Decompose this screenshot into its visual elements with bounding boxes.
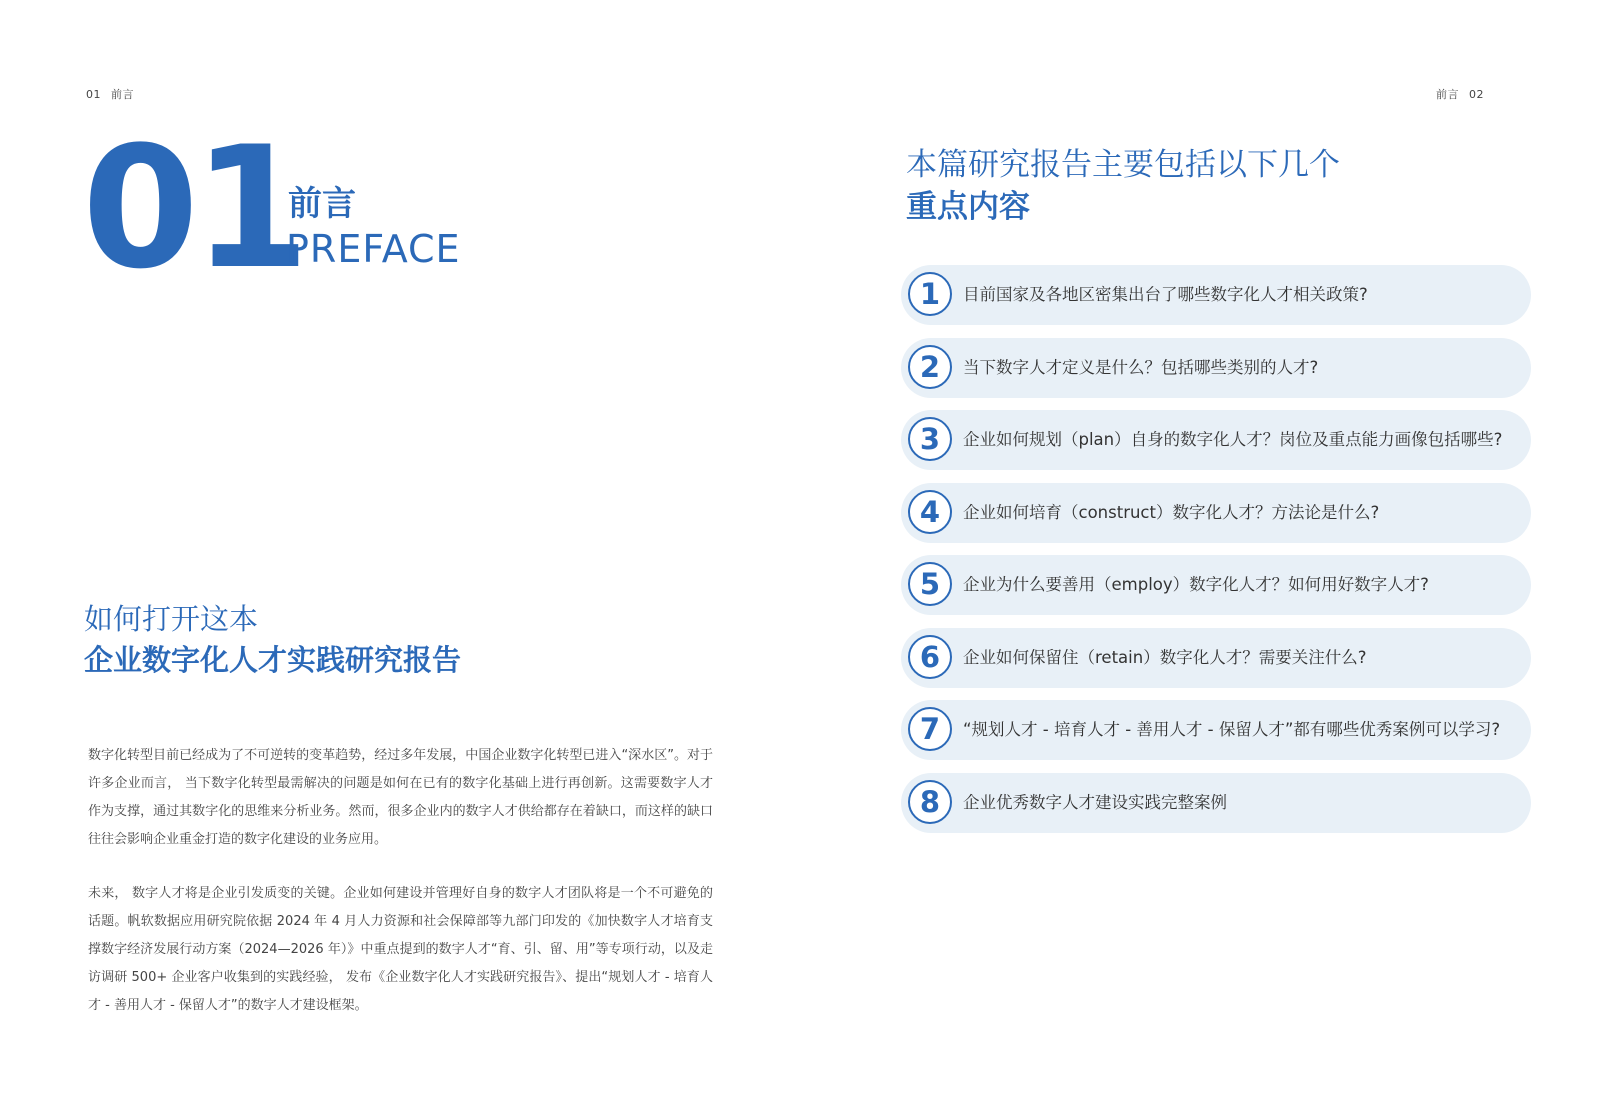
question-number-badge: 5	[908, 562, 952, 606]
question-text: 企业优秀数字人才建设实践完整案例	[963, 792, 1227, 812]
question-text: 企业如何培育（construct）数字化人才？方法论是什么?	[963, 502, 1380, 522]
question-text: “规划人才 - 培育人才 - 善用人才 - 保留人才”都有哪些优秀案例可以学习?	[963, 720, 1501, 739]
section-title-line1: 如何打开这本	[84, 602, 259, 636]
chapter-number: 01	[82, 110, 304, 306]
right-page-label: 前言	[1436, 88, 1459, 101]
right-page-number-value: 02	[1469, 88, 1484, 101]
key-content-title-line1: 本篇研究报告主要包括以下几个	[906, 147, 1340, 183]
question-item	[901, 483, 1531, 543]
question-number-badge: 4	[908, 490, 952, 534]
question-item	[901, 555, 1531, 615]
right-page-number	[1436, 86, 1484, 102]
question-number-badge: 1	[908, 272, 952, 316]
question-list	[901, 265, 1531, 845]
question-number-badge: 6	[908, 635, 952, 679]
question-number-badge: 7	[908, 707, 952, 751]
section-title-line2: 企业数字化人才实践研究报告	[84, 643, 462, 677]
left-page-label: 前言	[111, 88, 134, 101]
question-item	[901, 338, 1531, 398]
question-text: 企业如何规划（plan）自身的数字化人才？岗位及重点能力画像包括哪些?	[963, 430, 1503, 449]
key-content-title-line2: 重点内容	[906, 189, 1030, 225]
question-item	[901, 700, 1531, 760]
question-item	[901, 410, 1531, 470]
intro-paragraph-1: 数字化转型目前已经成为了不可逆转的变革趋势，经过多年发展，中国企业数字化转型已进入“深水区”。对于许多企业而言， 当下数字化转型最需解决的问题是如何在已有的数字化基础上进行再创新。这需要数字人才作为支撑，通过其数字化的思维来分析业务。然而，很多企业内的数字人才供给都存在着缺口，而这样的缺口往往会影响企业重金打造的数字化建设的业务应用。	[88, 748, 713, 847]
chapter-title-cn: 前言	[288, 184, 356, 224]
intro-paragraph-2: 未来， 数字人才将是企业引发质变的关键。企业如何建设并管理好自身的数字人才团队将是一个不可避免的话题。帆软数据应用研究院依据 2024 年 4 月人力资源和社会保障部等九部门印发的《加快数字人才培育支撑数字经济发展行动方案（2024—2026 年）》中重点提到的数字人才“育、引、留、用”等专项行动，以及走访调研 500+ 企业客户收集到的实践经验， 发布《企业数字化人才实践研究报告》、提出“规划人才 - 培育人才 - 善用人才 - 保留人才”的数字人才建设框架。	[88, 886, 713, 1013]
question-item	[901, 773, 1531, 833]
question-text: 当下数字人才定义是什么？包括哪些类别的人才?	[963, 357, 1319, 377]
left-page-number-value: 01	[86, 88, 101, 101]
question-number-badge: 2	[908, 345, 952, 389]
question-text: 企业如何保留住（retain）数字化人才？需要关注什么?	[963, 647, 1367, 667]
question-item	[901, 265, 1531, 325]
question-text: 企业为什么要善用（employ）数字化人才？如何用好数字人才?	[963, 575, 1429, 594]
question-item	[901, 628, 1531, 688]
chapter-title-en: PREFACE	[286, 227, 461, 271]
left-page-number	[86, 86, 134, 102]
question-text: 目前国家及各地区密集出台了哪些数字化人才相关政策?	[963, 285, 1368, 304]
question-number-badge: 8	[908, 780, 952, 824]
question-number-badge: 3	[908, 417, 952, 461]
